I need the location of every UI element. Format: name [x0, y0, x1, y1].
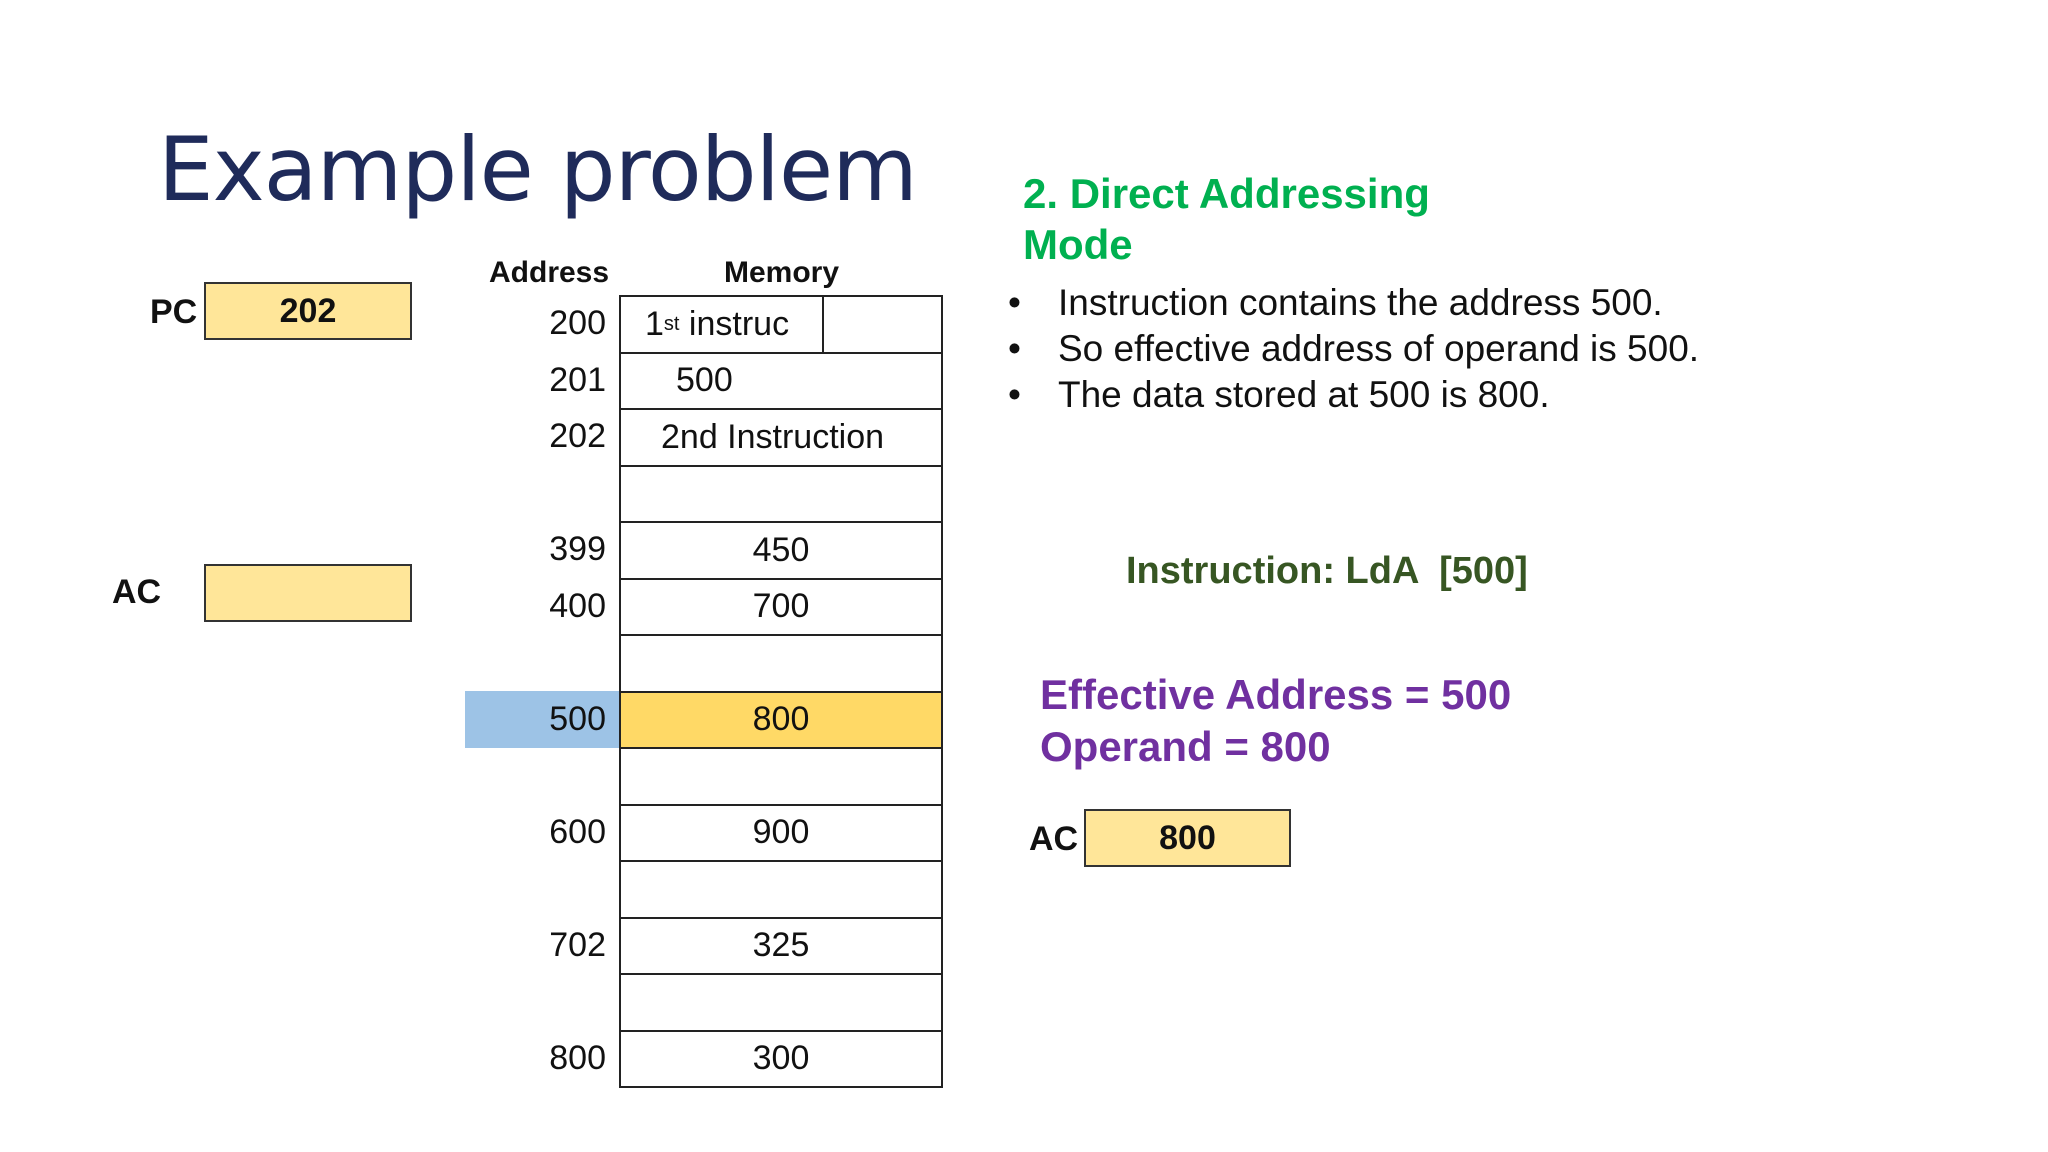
ac-result-register: 800	[1084, 809, 1291, 867]
bullet-item: • The data stored at 500 is 800.	[1008, 372, 1708, 418]
explanation-list	[1008, 280, 1708, 418]
memory-cell-gap-5	[621, 975, 941, 1032]
memory-cell-gap-2	[621, 636, 941, 693]
memory-cell-202: 2nd Instruction	[621, 410, 941, 467]
operand-text: Operand = 800	[1040, 723, 1331, 770]
memory-cell-400: 700	[621, 580, 941, 637]
bullet-item: • So effective address of operand is 500.	[1008, 326, 1708, 372]
address-202: 202	[549, 417, 606, 455]
bullet-item: • Instruction contains the address 500.	[1008, 280, 1708, 326]
address-702: 702	[549, 926, 606, 964]
address-400: 400	[549, 587, 606, 625]
address-600: 600	[549, 813, 606, 851]
address-399: 399	[549, 530, 606, 568]
memory-cell-702: 325	[621, 919, 941, 976]
instruction-text: Instruction: LdA [500]	[1126, 550, 1528, 592]
memory-cell-600: 900	[621, 806, 941, 863]
memory-cell-201: 500	[621, 354, 941, 411]
effective-result	[1040, 669, 1511, 773]
memory-cell-gap-1	[621, 467, 941, 524]
mode-title	[1023, 168, 1430, 270]
address-201: 201	[549, 361, 606, 399]
effective-address-text: Effective Address = 500	[1040, 671, 1512, 718]
memory-header: Memory	[724, 256, 840, 289]
ac-result-label: AC	[1029, 820, 1079, 858]
memory-cell-200-instruction: 1 st instruc	[621, 297, 824, 352]
ac-label: AC	[112, 573, 162, 611]
memory-table	[619, 295, 943, 1088]
page-title: Example problem	[158, 118, 917, 221]
address-200: 200	[549, 304, 606, 342]
address-800: 800	[549, 1039, 606, 1077]
address-header: Address	[489, 256, 610, 289]
pc-label: PC	[150, 293, 198, 331]
mode-title-line2: Mode	[1023, 221, 1133, 268]
memory-cell-800: 300	[621, 1032, 941, 1089]
memory-cell-500: 800	[621, 693, 941, 750]
memory-cell-gap-3	[621, 749, 941, 806]
ac-register	[204, 564, 412, 622]
memory-cell-gap-4	[621, 862, 941, 919]
address-500: 500	[549, 700, 606, 738]
mode-title-line1: 2. Direct Addressing	[1023, 170, 1430, 217]
pc-register: 202	[204, 282, 412, 340]
memory-cell-399: 450	[621, 523, 941, 580]
memory-cell-200	[621, 297, 941, 354]
